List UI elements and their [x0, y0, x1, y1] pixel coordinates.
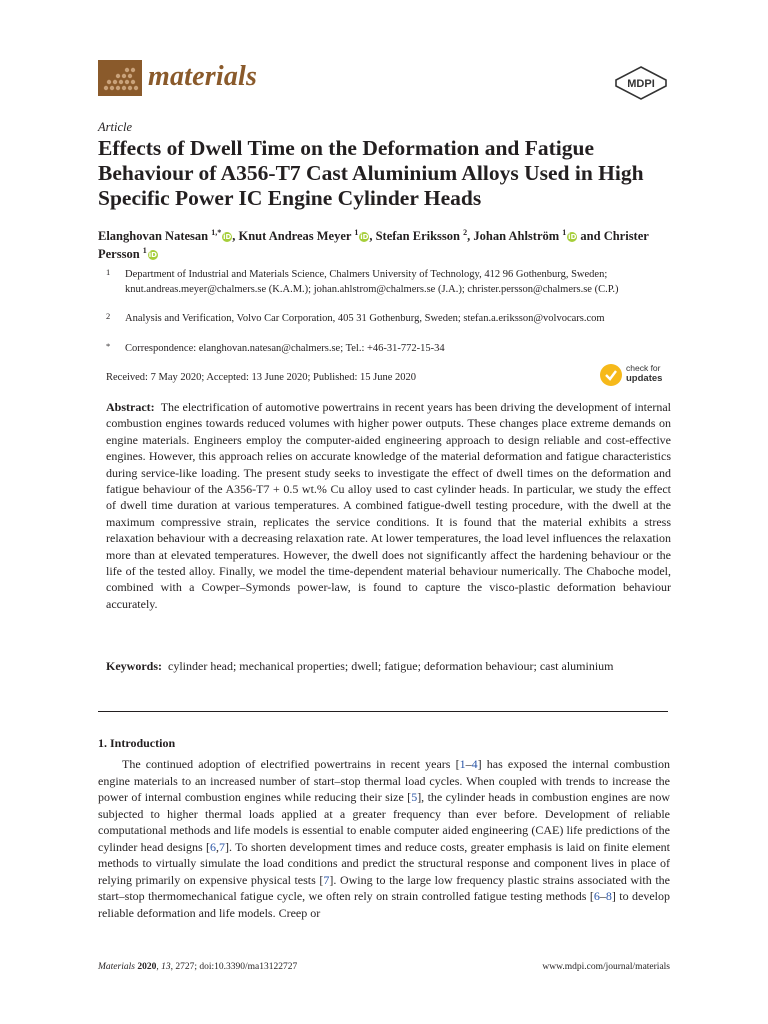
author-name: Johan Ahlström: [473, 229, 560, 243]
intro-text: ] has exposed the internal combustion engine materials to an increased number of start–stop thermal load cycles. When coupled with trends to increase the power of internal combustion engines while reducing their size [: [98, 757, 670, 804]
journal-logo-icon: [98, 60, 142, 96]
corresponding-mark: *: [217, 228, 222, 237]
author-separator: and: [577, 229, 604, 243]
journal-url[interactable]: www.mdpi.com/journal/materials: [542, 962, 670, 972]
intro-text: –: [465, 757, 472, 771]
intro-text: ]. Owing to the large low frequency plastic strains associated with the start–stop thermomechanical fatigue cycle, we often rely on strain controlled fatigue testing methods [: [98, 872, 670, 903]
affiliation-text: Department of Industrial and Materials Science, Chalmers University of Technology, 412 96 Gothenburg, Sweden; knut.andreas.meyer@chalmers.se (K.A.M.); johan.ahlstrom@chalmers.se (J.A.); christer.persson@chalmers.se (C.P.): [125, 269, 619, 295]
author-affiliation-mark: 2: [463, 228, 468, 237]
footer-journal: Materials: [98, 962, 135, 972]
intro-text: ], the cylinder heads in combustion engines are now subjected to higher thermal loads applied at a greater frequency than ever before. Development of reliable computational methods and life models is essential to enable computer aided engineering (CAE) life predictions of the cylinder head designs [: [98, 790, 670, 854]
author-name: Elanghovan Natesan: [98, 229, 209, 243]
author-separator: ,: [369, 229, 376, 243]
footer-year: 2020: [137, 962, 157, 972]
citation-link[interactable]: 1: [459, 757, 466, 771]
author-affiliation-mark: 1: [142, 246, 147, 255]
affiliation-mark: *: [106, 341, 111, 351]
orcid-icon[interactable]: iD: [223, 233, 232, 241]
citation-link[interactable]: 7: [219, 839, 226, 854]
article-type: Article: [98, 120, 133, 134]
publisher-name: MDPI: [627, 78, 655, 90]
author-name: Knut Andreas Meyer: [238, 229, 352, 243]
section-heading: 1. Introduction: [98, 736, 176, 750]
intro-text: –: [599, 889, 606, 903]
author-name: Stefan Eriksson: [375, 229, 460, 243]
affiliation-text: Correspondence: elanghovan.natesan@chalmers.se; Tel.: +46-31-772-15-34: [125, 343, 445, 354]
citation-link[interactable]: 5: [411, 790, 418, 804]
affiliation-mark: 2: [106, 311, 111, 321]
author-affiliation-mark: 1: [562, 228, 567, 237]
affiliation-text: Analysis and Verification, Volvo Car Corporation, 405 31 Gothenburg, Sweden; stefan.a.eriksson@volvocars.com: [125, 313, 605, 324]
paper-title: Effects of Dwell Time on the Deformation and Fatigue Behaviour of A356-T7 Cast Aluminium Alloys Used in High Specific Power IC Engine Cylinder Heads: [98, 136, 644, 210]
mdpi-logo-icon: [614, 66, 668, 100]
author-name: Christer Persson: [98, 229, 649, 261]
keywords: [106, 658, 671, 675]
orcid-icon[interactable]: iD: [568, 233, 577, 241]
orcid-icon[interactable]: iD: [148, 251, 157, 259]
check-for-updates-badge[interactable]: [600, 362, 672, 388]
abstract-text: The electrification of automotive powertrains in recent years has been driving the development of internal combustion engines towards reduced volumes with higher power outputs. These changes place extreme demands on engine materials. Engineers employ the computer-aided engineering approach to design reliable and cost-effective engines. However, this approach relies on accurate knowledge of the material deformation and fatigue characteristics during service-like loading. The present study seeks to investigate the effect of dwell times on the deformation and fatigue behaviour of the A356-T7 + 0.5 wt.% Cu alloy used to cast cylinder heads. In particular, we study the effect of dwell time duration at various temperatures. A combined fatigue-dwell testing procedure, with the dwell at the maximum compressive strain, replicates the service conditions. It is found that the material exhibits a stress relaxation behaviour with a decreasing relaxation rate. At lower temperatures, the load level influences the relaxation more than at elevated temperatures. However, the dwell does not significantly affect the hardening behaviour or the life of the tested alloy. Finally, we model the time-dependent material behaviour numerically. The Chaboche model, combined with a Cowper–Symonds power-law, is found to capture the visco-plastic deformation behaviour accurately.: [106, 400, 671, 611]
author-list: [98, 227, 678, 263]
author-separator: ,: [467, 229, 474, 243]
intro-text: ,: [216, 839, 220, 854]
intro-text: ] to develop reliable deformation and life models. Creep or: [98, 889, 670, 920]
citation-footer: Materials 2020, 13, 2727; doi:10.3390/ma13122727: [98, 962, 298, 972]
journal-name: materials: [148, 61, 258, 92]
author-separator: ,: [232, 229, 239, 243]
orcid-icon[interactable]: iD: [360, 233, 369, 241]
footer-volume: 13: [161, 962, 171, 972]
intro-text: ]. To shorten development times and reduce costs, greater emphasis is laid on finite element methods to virtually simulate the load conditions and predict the structural response and component lives in place of relying primarily on expensive physical tests [: [98, 839, 670, 887]
keywords-label: Keywords:: [106, 659, 162, 673]
citation-link[interactable]: 7: [323, 872, 330, 887]
introduction-paragraph: [98, 756, 670, 921]
affiliation-mark: 1: [106, 267, 111, 277]
divider: [98, 711, 668, 712]
intro-text: The continued adoption of electrified powertrains in recent years [: [122, 757, 460, 771]
citation-link[interactable]: 4: [471, 757, 478, 771]
citation-link[interactable]: 8: [605, 889, 612, 903]
footer-doi: , 2727; doi:10.3390/ma13122727: [170, 962, 298, 972]
author-affiliation-mark: 1: [354, 228, 359, 237]
author-affiliation-mark: 1,: [211, 228, 218, 237]
abstract: [106, 399, 671, 612]
publication-dates: Received: 7 May 2020; Accepted: 13 June 2020; Published: 15 June 2020: [106, 372, 416, 383]
keywords-text: cylinder head; mechanical properties; dwell; fatigue; deformation behaviour; cast aluminium: [168, 659, 614, 673]
check-label: check for: [626, 363, 661, 373]
updates-label: updates: [626, 373, 663, 384]
citation-link[interactable]: 6: [210, 839, 217, 854]
citation-link[interactable]: 6: [593, 889, 600, 903]
abstract-label: Abstract:: [106, 400, 155, 414]
check-icon: [600, 364, 622, 386]
